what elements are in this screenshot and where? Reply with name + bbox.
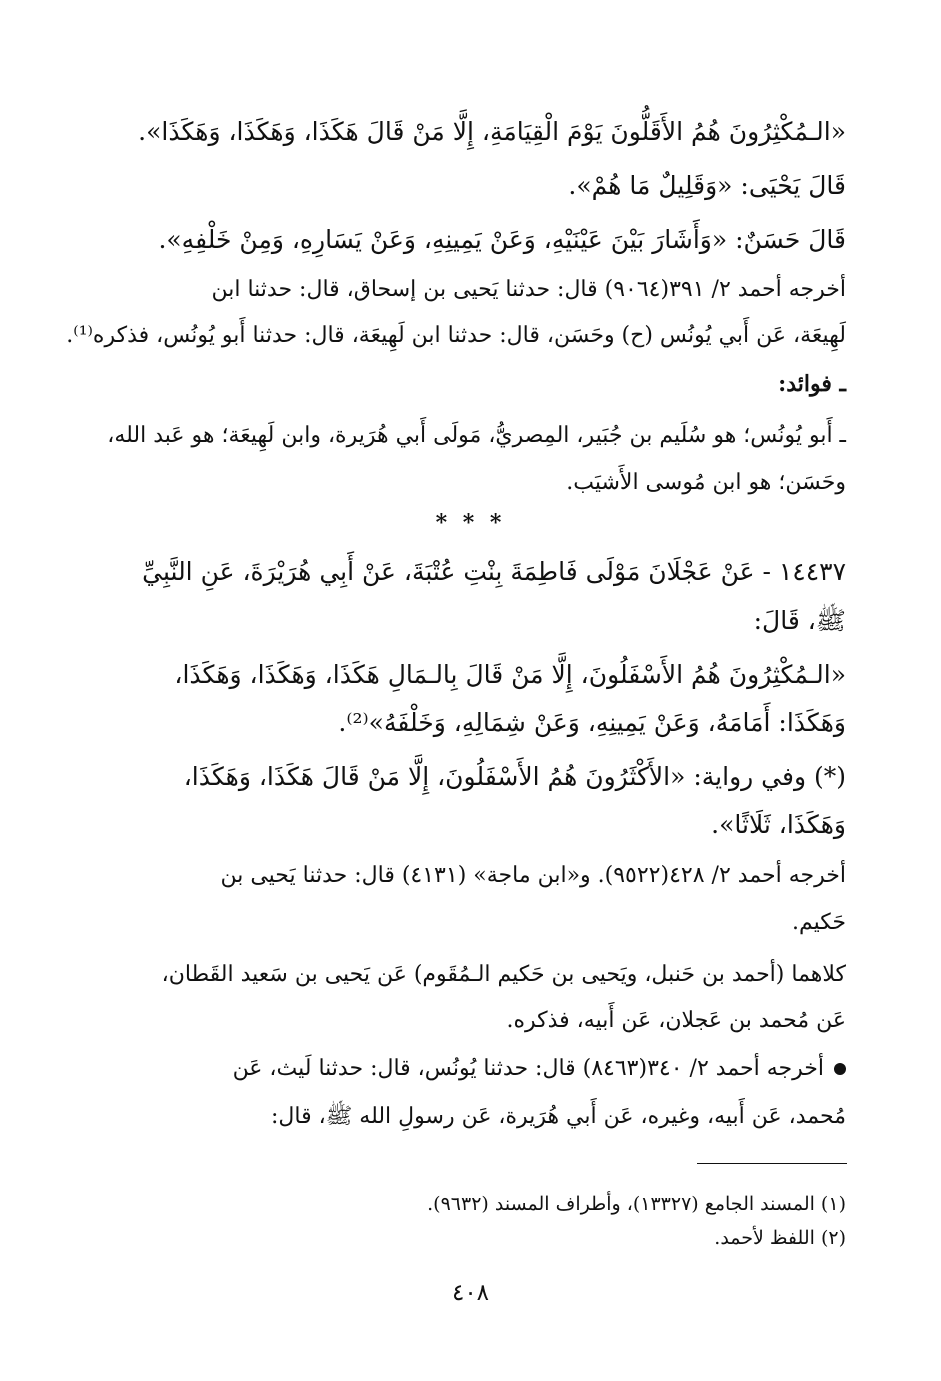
hadith-text-line: وَهَكَذَا: أَمَامَهُ، وَعَنْ يَمِينِهِ، وَعَنْ شِمَالِهِ، وَخَلْفَهُ»⁽²⁾. <box>338 708 846 737</box>
hadith-heading-line: ١٤٤٣٧ - عَنْ عَجْلَانَ مَوْلَى فَاطِمَةَ بِنْتِ عُتْبَةَ، عَنْ أَبِي هُرَيْرَةَ، عَنِ النَّبِيِّ <box>142 557 846 586</box>
takhrij-line: كلاهما (أحمد بن حَنبل، ويَحيى بن حَكيم الـمُقَوم) عَن يَحيى بن سَعيد القَطان، <box>161 962 846 987</box>
footnote: (٢) اللفظ لأحمد. <box>714 1227 846 1249</box>
hadith-text-line: «الـمُكْثِرُونَ هُمُ الأَسْفَلُونَ، إِلَّا مَنْ قَالَ بِالـمَالِ هَكَذَا، وَهَكَذَا، وَهَكَذَا، <box>174 660 846 689</box>
riwaya-line: وَهَكَذَا، ثَلَاثًا». <box>711 810 846 839</box>
riwaya-line: (*) وفي رواية: «الأَكْثَرُونَ هُمُ الأَسْفَلُونَ، إِلَّا مَنْ قَالَ هَكَذَا، وَهَكَذَا، <box>183 762 846 791</box>
takhrij-line: أخرجه أحمد ٢/ ٣٩١(٩٠٦٤) قال: حدثنا يَحيى بن إسحاق، قال: حدثنا ابن <box>211 277 846 302</box>
takhrij-line: مُحمد، عَن أَبيه، وغيره، عَن أَبي هُرَيرة، عَن رسولِ الله ﷺ، قال: <box>271 1104 846 1129</box>
bullet-icon <box>834 1063 846 1075</box>
takhrij-line: عَن مُحمد بن عَجلان، عَن أَبيه، فذكره. <box>506 1008 846 1033</box>
footnote-divider <box>697 1163 847 1164</box>
hadith-text-line: «الـمُكْثِرُونَ هُمُ الأَقَلُّونَ يَوْمَ الْقِيَامَةِ، إِلَّا مَنْ قَالَ هَكَذَا، وَهَكَذَا، وَهَكَذَا». <box>138 117 846 146</box>
fawaid-heading: ـ فوائد: <box>778 371 846 397</box>
footnote: (١) المسند الجامع (١٣٣٢٧)، وأطراف المسند (٩٦٣٢). <box>427 1193 846 1215</box>
page-number: ٤٠٨ <box>451 1280 490 1306</box>
hadith-heading-line: ﷺ، قَالَ: <box>753 606 846 635</box>
hadith-text-line: قَالَ يَحْيَى: «وَقَلِيلٌ مَا هُمْ». <box>568 171 846 200</box>
hadith-text-line: قَالَ حَسَنٌ: «وَأَشَارَ بَيْنَ عَيْنَيْهِ، وَعَنْ يَمِينِهِ، وَعَنْ يَسَارِهِ، وَمِنْ خَلْفِهِ». <box>158 225 846 254</box>
section-separator: * * * <box>435 510 506 536</box>
takhrij-line: لَهِيعَة، عَن أَبي يُونُس (ح) وحَسَن، قال: حدثنا ابن لَهِيعَة، قال: حدثنا أَبو يُونُس، فذكره⁽¹⁾. <box>66 323 846 348</box>
takhrij-line: حَكيم. <box>791 910 846 935</box>
takhrij-text: أخرجه أحمد ٢/ ٣٤٠(٨٤٦٣) قال: حدثنا يُونُس، قال: حدثنا لَيث، عَن <box>232 1056 824 1081</box>
takhrij-line: أخرجه أحمد ٢/ ٤٢٨(٩٥٢٢). و«ابن ماجة» (٤١٣١) قال: حدثنا يَحيى بن <box>220 863 846 888</box>
takhrij-line-bulleted <box>105 1056 846 1081</box>
fawaid-line: ـ أَبو يُونُس؛ هو سُلَيم بن جُبَير، المِصريُّ، مَولَى أَبي هُرَيرة، وابن لَهِيعَة؛ هو عَبد الله، <box>107 423 846 448</box>
fawaid-line: وحَسَن؛ هو ابن مُوسى الأَشيَب. <box>566 470 846 495</box>
